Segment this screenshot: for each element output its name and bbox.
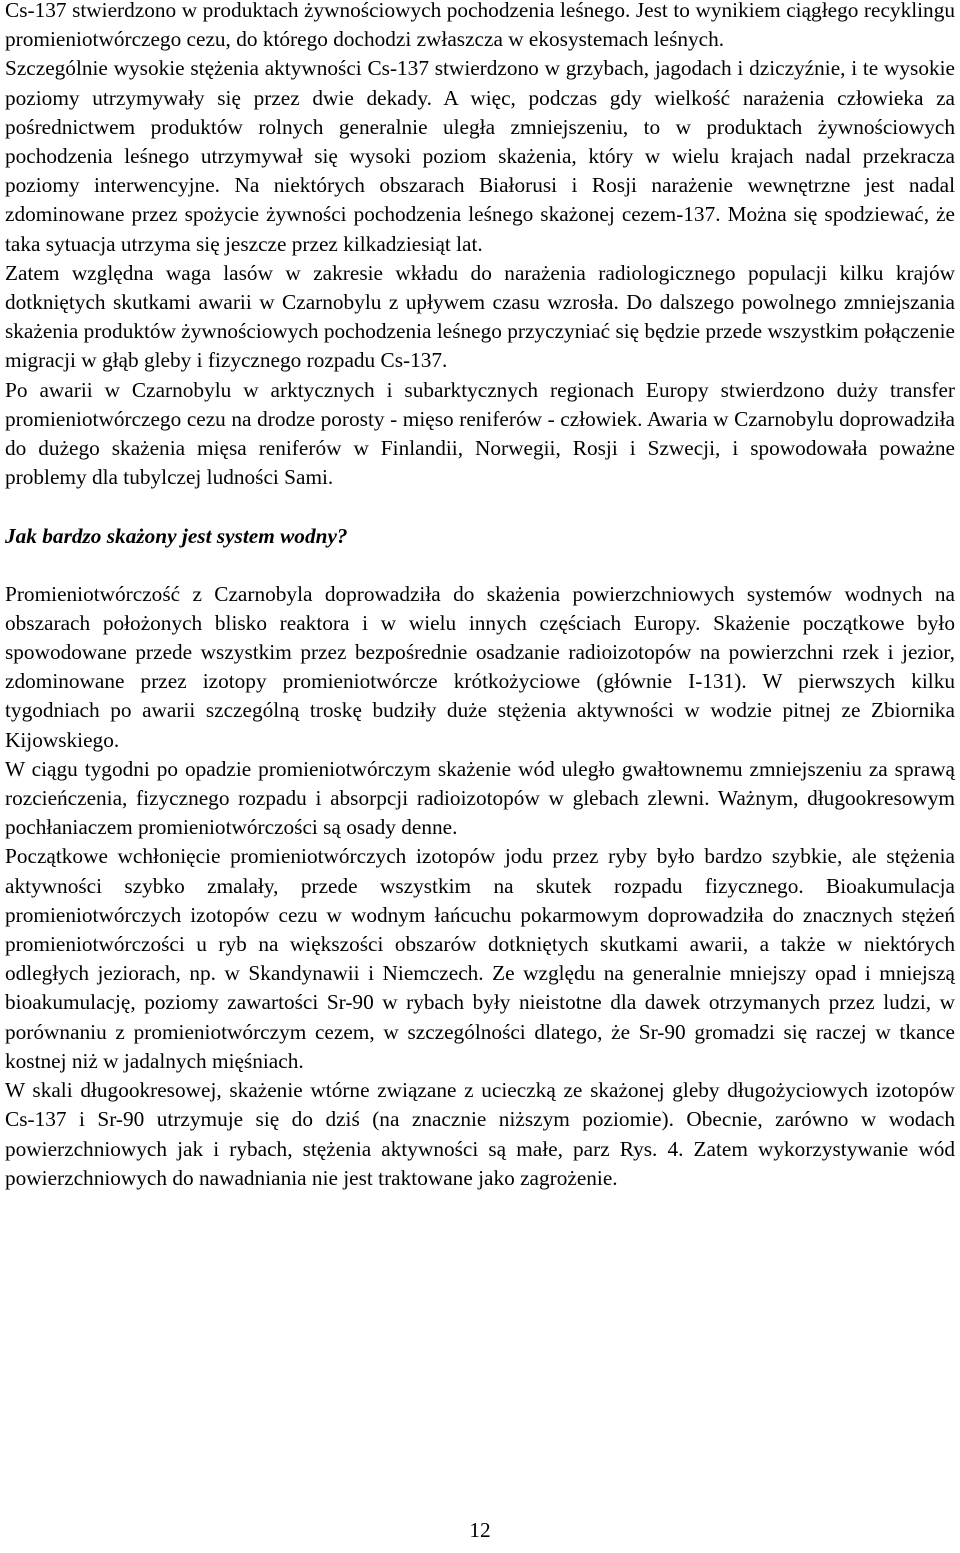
- paragraph-water-contamination: Promieniotwórczość z Czarnobyla doprowadziła do skażenia powierzchniowych systemów wodnych na obszarach położonych blisko reaktora i w wielu innych częściach Europy. Skażenie początkowe było spowodowane przede wszystkim przez bezpośrednie osadzanie radioizotopów na powierzchni rzek i jezior, zdominowane przez izotopy promieniotwórcze krótkożyciowe (głównie I-131). W pierwszych kilku tygodniach po awarii szczególną troskę budziły duże stężenia aktywności w wodzie pitnej ze Zbiornika Kijowskiego.: [5, 581, 955, 752]
- paragraph-long-term: W skali długookresowej, skażenie wtórne związane z ucieczką ze skażonej gleby długożyciowych izotopów Cs-137 i Sr-90 utrzymuje się do dziś (na znacznie niższym poziomie). Obecnie, zarówno w wodach powierzchniowych jak i rybach, stężenia aktywności są małe, parz Rys. 4. Zatem wykorzystywanie wód powierzchniowych do nawadniania nie jest traktowane jako zagrożenie.: [5, 1078, 955, 1190]
- paragraph-fish-bioaccumulation: Początkowe wchłonięcie promieniotwórczych izotopów jodu przez ryby było bardzo szybkie, ale stężenia aktywności szybko zmalały, przede wszystkim na skutek rozpadu fizycznego. Bioakumulacja promieniotwórczych izotopów cezu w wodnym łańcuchu pokarmowym doprowadziła do znacznych stężeń promieniotwórczości u ryb na większości obszarów dotkniętych skutkami awarii, a także w niektórych odległych jeziorach, np. w Skandynawii i Niemczech. Ze względu na generalnie mniejszy opad i mniejszą bioakumulację, poziomy zawartości Sr-90 w rybach były nieistotne dla dawek otrzymanych przez ludzi, w porównaniu z promieniotwórczym cezem, w szczególności dlatego, że Sr-90 gromadzi się raczej w tkance kostnej niż w jadalnych mięśniach.: [5, 844, 955, 1073]
- spacer: [5, 551, 955, 579]
- paragraph-forest-food: Cs-137 stwierdzono w produktach żywnościowych pochodzenia leśnego. Jest to wynikiem ciągłego recyklingu promieniotwórczego cezu, do którego dochodzi zwłaszcza w ekosystemach leśnych.: [5, 0, 955, 52]
- page-number: 12: [469, 1518, 491, 1542]
- paragraph-forest-weight: Zatem względna waga lasów w zakresie wkładu do narażenia radiologicznego populacji kilku krajów dotkniętych skutkami awarii w Czarnobylu z upływem czasu wzrosła. Do dalszego powolnego zmniejszania skażenia produktów żywnościowych pochodzenia leśnego przyczyniać się będzie przede wszystkim połączenie migracji w głąb gleby i fizycznego rozpadu Cs-137.: [5, 260, 955, 373]
- paragraph-dilution: W ciągu tygodni po opadzie promieniotwórczym skażenie wód uległo gwałtownemu zmniejszeniu za sprawą rozcieńczenia, fizycznego rozpadu i absorpcji radioizotopów w glebach zlewni. Ważnym, długookresowym pochłaniaczem promieniotwórczości są osady denne.: [5, 756, 955, 840]
- spacer: [5, 492, 955, 522]
- document-page: [5, 0, 955, 1193]
- paragraph-mushrooms-berries: Szczególnie wysokie stężenia aktywności Cs-137 stwierdzono w grzybach, jagodach i dziczyźnie, i te wysokie poziomy utrzymywały się przez dwie dekady. A więc, podczas gdy wielkość narażenia człowieka za pośrednictwem produktów rolnych generalnie uległa zmniejszeniu, to w produktach żywnościowych pochodzenia leśnego utrzymywał się wysoki poziom skażenia, który w wielu krajach nadal przekracza poziomy interwencyjne. Na niektórych obszarach Białorusi i Rosji narażenie wewnętrzne jest nadal zdominowane przez spożycie żywności pochodzenia leśnego skażonej cezem-137. Można się spodziewać, że taka sytuacja utrzyma się jeszcze przez kilkadziesiąt lat.: [5, 56, 955, 256]
- paragraph-reindeer: Po awarii w Czarnobylu w arktycznych i subarktycznych regionach Europy stwierdzono duży transfer promieniotwórczego cezu na drodze porosty - mięso reniferów - człowiek. Awaria w Czarnobylu doprowadziła do dużego skażenia mięsa reniferów w Finlandii, Norwegii, Rosji i Szwecji, i spowodowała poważne problemy dla tubylczej ludności Sami.: [5, 377, 955, 490]
- section-heading: Jak bardzo skażony jest system wodny?: [5, 524, 348, 549]
